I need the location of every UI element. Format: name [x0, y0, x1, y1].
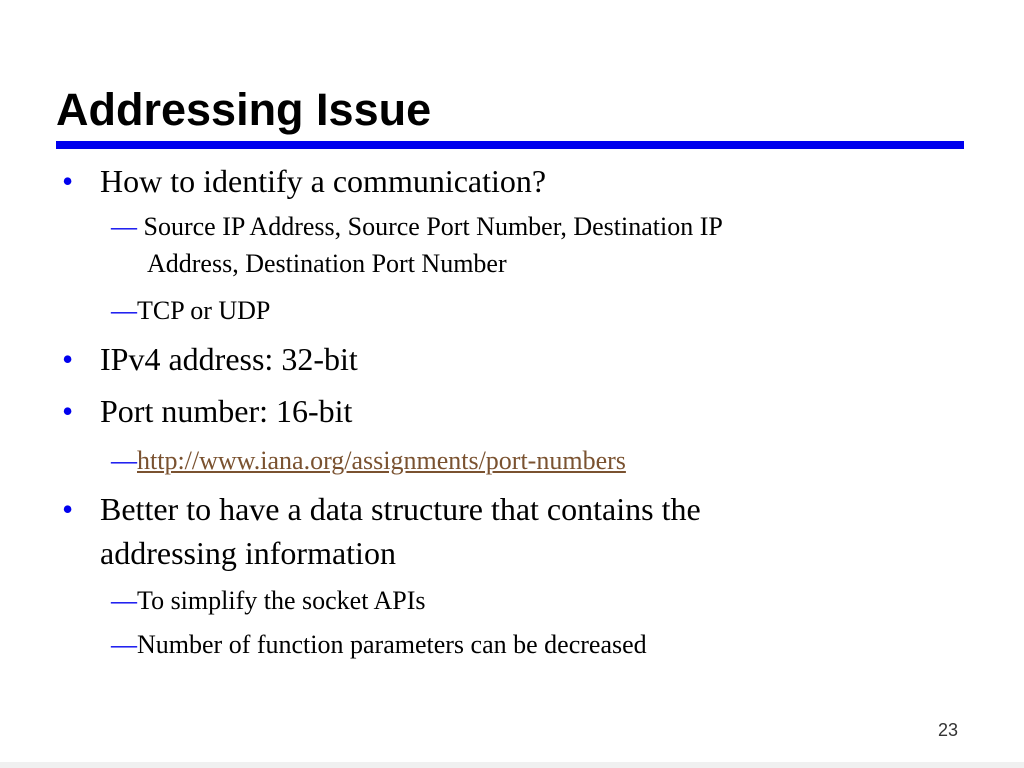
title-underline — [56, 141, 964, 149]
bullet-icon: • — [62, 393, 74, 429]
sub-item-text: Source IP Address, Source Port Number, Destination IP — [137, 212, 723, 241]
sub-item-1-2 — [111, 292, 941, 329]
dash-icon: — — [111, 212, 137, 241]
bullet-text: IPv4 address: 32-bit — [100, 341, 358, 377]
bullet-icon: • — [62, 491, 74, 527]
bullet-icon: • — [62, 163, 74, 199]
sub-item-text: To simplify the socket APIs — [137, 586, 426, 615]
bullet-text: How to identify a communication? — [100, 163, 547, 199]
sub-item-text: Number of function parameters can be decreased — [137, 630, 647, 659]
sub-item-text: TCP or UDP — [137, 296, 271, 325]
sub-item-4-2 — [111, 626, 941, 663]
bullet-text: Port number: 16-bit — [100, 393, 353, 429]
page-number: 23 — [937, 720, 958, 740]
dash-icon: — — [111, 586, 137, 615]
dash-icon: — — [111, 630, 137, 659]
bullet-icon: • — [62, 341, 74, 377]
bullet-text-line2: addressing information — [100, 535, 396, 571]
sub-item-4-1 — [111, 582, 941, 619]
bullet-text: Better to have a data structure that contains the — [100, 491, 701, 527]
bottom-divider — [0, 762, 1024, 768]
sub-item-text-line2: Address, Destination Port Number — [147, 249, 507, 278]
dash-icon: — — [111, 296, 137, 325]
dash-icon: — — [111, 446, 137, 475]
sub-item-3-1 — [111, 442, 941, 479]
slide-title: Addressing Issue — [56, 84, 432, 135]
iana-port-numbers-link[interactable]: http://www.iana.org/assignments/port-numbers — [137, 446, 626, 475]
sub-item-1-1 — [111, 208, 941, 282]
